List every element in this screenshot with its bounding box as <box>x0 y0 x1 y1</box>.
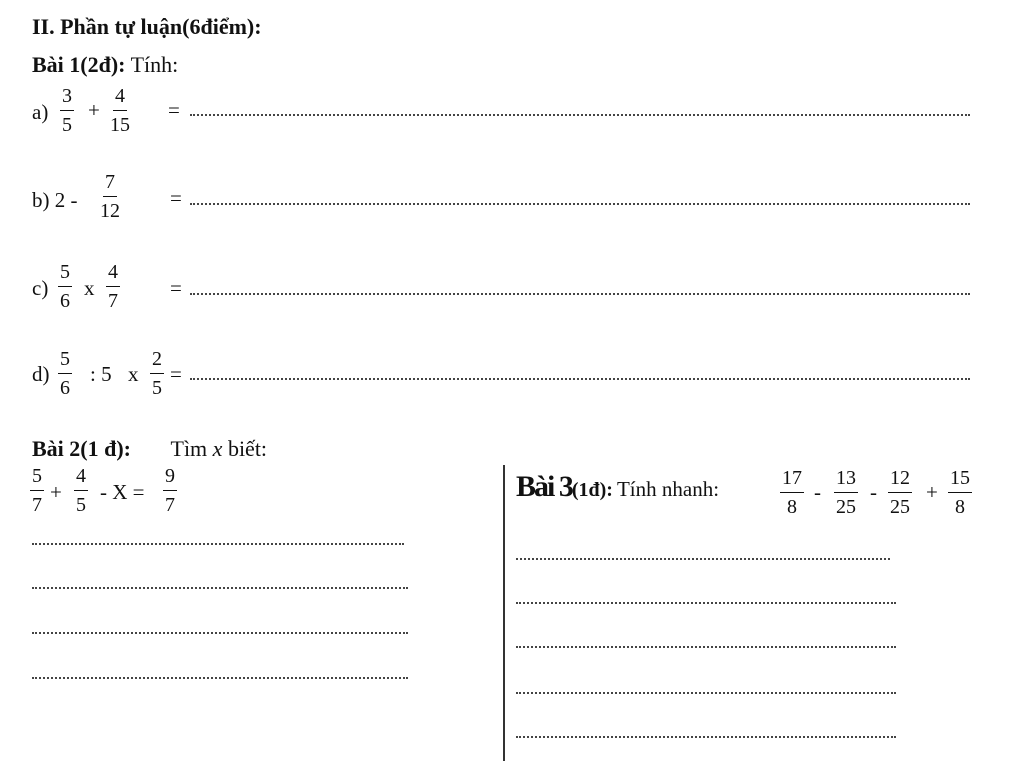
denominator: 5 <box>152 377 162 399</box>
bai1-b-equals: = <box>170 186 182 210</box>
numerator: 5 <box>30 466 44 491</box>
bai1-d-fraction-2 <box>150 349 164 398</box>
bai3-answer-line-1[interactable] <box>516 558 890 560</box>
bai1-d-label: d) <box>32 362 50 386</box>
numerator: 9 <box>163 466 177 491</box>
bai1-d-fraction-1 <box>58 349 72 398</box>
denominator: 5 <box>76 494 86 516</box>
numerator: 5 <box>58 262 72 287</box>
bai2-heading-row <box>32 436 267 462</box>
bai2-instruction-suffix: biết: <box>227 436 268 461</box>
bai3-answer-line-2[interactable] <box>516 602 896 604</box>
bai2-instruction-prefix: Tìm <box>170 436 208 461</box>
bai1-c-fraction-1 <box>58 262 72 311</box>
bai1-c-answer-line[interactable] <box>190 293 970 295</box>
numerator: 13 <box>834 468 858 493</box>
bai3-fraction-2 <box>834 468 858 517</box>
bai2-answer-line-4[interactable] <box>32 677 408 679</box>
bai3-answer-line-4[interactable] <box>516 692 896 694</box>
bai3-fraction-4 <box>948 468 972 517</box>
numerator: 4 <box>74 466 88 491</box>
bai3-answer-line-5[interactable] <box>516 736 896 738</box>
bai3-answer-line-3[interactable] <box>516 646 896 648</box>
numerator: 2 <box>150 349 164 374</box>
bai1-instruction: Tính: <box>130 52 179 77</box>
bai1-d-operator-2: x <box>128 362 139 386</box>
bai1-heading-row <box>32 52 178 78</box>
bai2-operator: + <box>50 480 62 504</box>
denominator: 7 <box>32 494 42 516</box>
bai1-c-operator: x <box>84 276 95 300</box>
bai3-operator-3: + <box>926 480 938 504</box>
numerator: 7 <box>103 172 117 197</box>
bai1-a-fraction-2 <box>110 86 130 135</box>
denominator: 8 <box>787 496 797 518</box>
bai2-answer-line-2[interactable] <box>32 587 408 589</box>
bai3-heading-points: (1đ): <box>571 479 613 501</box>
bai3-operator-2: - <box>870 480 877 504</box>
bai1-a-operator: + <box>88 98 100 122</box>
bai1-a-equals: = <box>168 98 180 122</box>
denominator: 8 <box>955 496 965 518</box>
bai3-fraction-1 <box>780 468 804 517</box>
numerator: 4 <box>106 262 120 287</box>
section-title: II. Phần tự luận(6điểm): <box>32 14 262 39</box>
bai1-b-answer-line[interactable] <box>190 203 970 205</box>
bai2-middle: - X = <box>100 480 145 504</box>
bai3-fraction-3 <box>888 468 912 517</box>
denominator: 7 <box>165 494 175 516</box>
bai1-a-answer-line[interactable] <box>190 114 970 116</box>
bai2-instruction-var: x <box>212 436 223 461</box>
bai2-answer-line-3[interactable] <box>32 632 408 634</box>
bai1-c-equals: = <box>170 276 182 300</box>
denominator: 25 <box>836 496 856 518</box>
numerator: 3 <box>60 86 74 111</box>
numerator: 12 <box>888 468 912 493</box>
bai1-d-operator-1: : 5 <box>90 362 112 386</box>
numerator: 5 <box>58 349 72 374</box>
bai2-fraction-2 <box>74 466 88 515</box>
denominator: 15 <box>110 114 130 136</box>
denominator: 7 <box>108 290 118 312</box>
bai1-a-label: a) <box>32 100 49 124</box>
numerator: 17 <box>780 468 804 493</box>
bai2-fraction-1 <box>30 466 44 515</box>
bai1-heading: Bài 1(2đ): <box>32 52 126 77</box>
bai1-a-fraction-1 <box>60 86 74 135</box>
bai2-fraction-3 <box>163 466 177 515</box>
bai1-c-label: c) <box>32 276 49 300</box>
bai2-heading: Bài 2(1 đ): <box>32 436 131 461</box>
bai3-operator-1: - <box>814 480 821 504</box>
bai2-answer-line-1[interactable] <box>32 543 404 545</box>
column-divider <box>503 465 505 761</box>
numerator: 15 <box>948 468 972 493</box>
denominator: 12 <box>100 200 120 222</box>
bai3-instruction: Tính nhanh: <box>616 477 720 501</box>
bai1-c-fraction-2 <box>106 262 120 311</box>
bai1-d-answer-line[interactable] <box>190 378 970 380</box>
bai1-d-equals: = <box>170 362 182 386</box>
denominator: 6 <box>60 377 70 399</box>
denominator: 25 <box>890 496 910 518</box>
bai3-heading: Bài 3 <box>516 470 572 503</box>
denominator: 6 <box>60 290 70 312</box>
bai3-heading-row <box>516 470 719 504</box>
bai1-b-fraction <box>100 172 120 221</box>
denominator: 5 <box>62 114 72 136</box>
bai1-b-label: b) 2 - <box>32 188 78 212</box>
numerator: 4 <box>113 86 127 111</box>
